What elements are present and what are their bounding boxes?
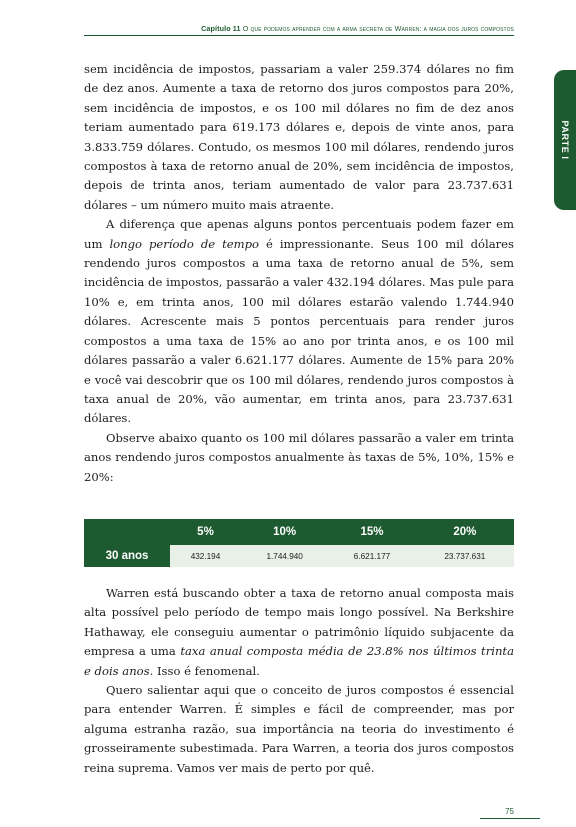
paragraph bbox=[84, 60, 514, 215]
paragraph bbox=[84, 681, 514, 778]
table-cell: 432.194 bbox=[170, 545, 241, 567]
paragraph-text: sem incidência de impostos, passariam a valer 259.374 dólares no fim de dez anos. Aumente a taxa de retorno dos juros compostos para 20%, sem incidência de impostos, e os 100 mil dólares no fim de dez anos teriam aumentado para 619.173 dólares e, depois de vinte anos, para 3.833.759 dólares. Contudo, os mesmos 100 mil dólares, rendendo juros compostos à taxa de retorno anual de 20%, sem incidência de impostos, depois de trinta anos, teriam aumentado de valor para 23.737.631 dólares – um número muito mais atraente. bbox=[84, 62, 514, 212]
emphasis-text: longo período de tempo bbox=[109, 236, 260, 251]
body-text-top bbox=[84, 60, 514, 487]
chapter-label: Capítulo 11 bbox=[201, 24, 241, 33]
table-header-cell: 10% bbox=[241, 519, 328, 545]
part-tab bbox=[554, 70, 576, 210]
chapter-title: O que podemos aprender com a arma secreta de Warren: a magia dos juros compostos bbox=[242, 24, 514, 33]
compound-interest-table bbox=[84, 519, 514, 567]
table-header-empty bbox=[84, 519, 170, 545]
table-header-cell: 20% bbox=[416, 519, 514, 545]
body-text-bottom bbox=[84, 584, 514, 778]
table-row bbox=[84, 545, 514, 567]
footer-rule bbox=[480, 818, 540, 819]
emphasis-text: taxa anual composta média de 23.8% nos últimos trinta e dois anos bbox=[84, 644, 514, 678]
paragraph-text: Warren está buscando obter a taxa de retorno anual composta mais alta possível pelo período de tempo mais longo possível. Na Berkshire Hathaway, ele conseguiu aumentar o patrimônio líquido subjacente da empresa a uma bbox=[84, 586, 514, 659]
table-header-row bbox=[84, 519, 514, 545]
part-tab-label: PARTE I bbox=[560, 120, 570, 160]
table-header-cell: 5% bbox=[170, 519, 241, 545]
table-cell: 1.744.940 bbox=[241, 545, 328, 567]
running-header bbox=[84, 24, 514, 33]
paragraph bbox=[84, 429, 514, 487]
paragraph-text: Quero salientar aqui que o conceito de juros compostos é essencial para entender Warren. É simples e fácil de compreender, mas por alguma estranha razão, sua importância na teoria do investimento é grosseiramente subestimada. Para Warren, a teoria dos juros compostos reina suprema. Vamos ver mais de perto por quê. bbox=[84, 683, 514, 775]
header-rule bbox=[84, 35, 514, 36]
paragraph bbox=[84, 215, 514, 428]
table-cell: 6.621.177 bbox=[328, 545, 415, 567]
paragraph-text: A diferença que apenas alguns pontos percentuais podem fazer em um bbox=[84, 217, 514, 251]
paragraph-text: Observe abaixo quanto os 100 mil dólares passarão a valer em trinta anos rendendo juros compostos anualmente às taxas de 5%, 10%, 15% e 20%: bbox=[84, 430, 514, 484]
paragraph-text: é impressionante. Seus 100 mil dólares rendendo juros compostos a uma taxa de retorno anual de 5%, sem incidência de impostos, passarão a valer 432.194 dólares. Mas pule para 10% e, em trinta anos, 100 mil dólares estarão valendo 1.744.940 dólares. Acrescente mais 5 pontos percentuais para render juros compostos a uma taxa de 15% ao ano por trinta anos, e os 100 mil dólares passarão a valer 6.621.177 dólares. Aumente de 15% para 20% e você vai descobrir que os 100 mil dólares, rendendo juros compostos à taxa anual de 20%, vão aumentar, em trinta anos, para 23.737.631 dólares. bbox=[84, 236, 514, 426]
paragraph-text: . Isso é fenomenal. bbox=[149, 663, 260, 678]
table-header-cell: 15% bbox=[328, 519, 415, 545]
paragraph bbox=[84, 584, 514, 681]
table-cell: 23.737.631 bbox=[416, 545, 514, 567]
table-row-label: 30 anos bbox=[84, 545, 170, 567]
page-number: 75 bbox=[505, 807, 514, 816]
